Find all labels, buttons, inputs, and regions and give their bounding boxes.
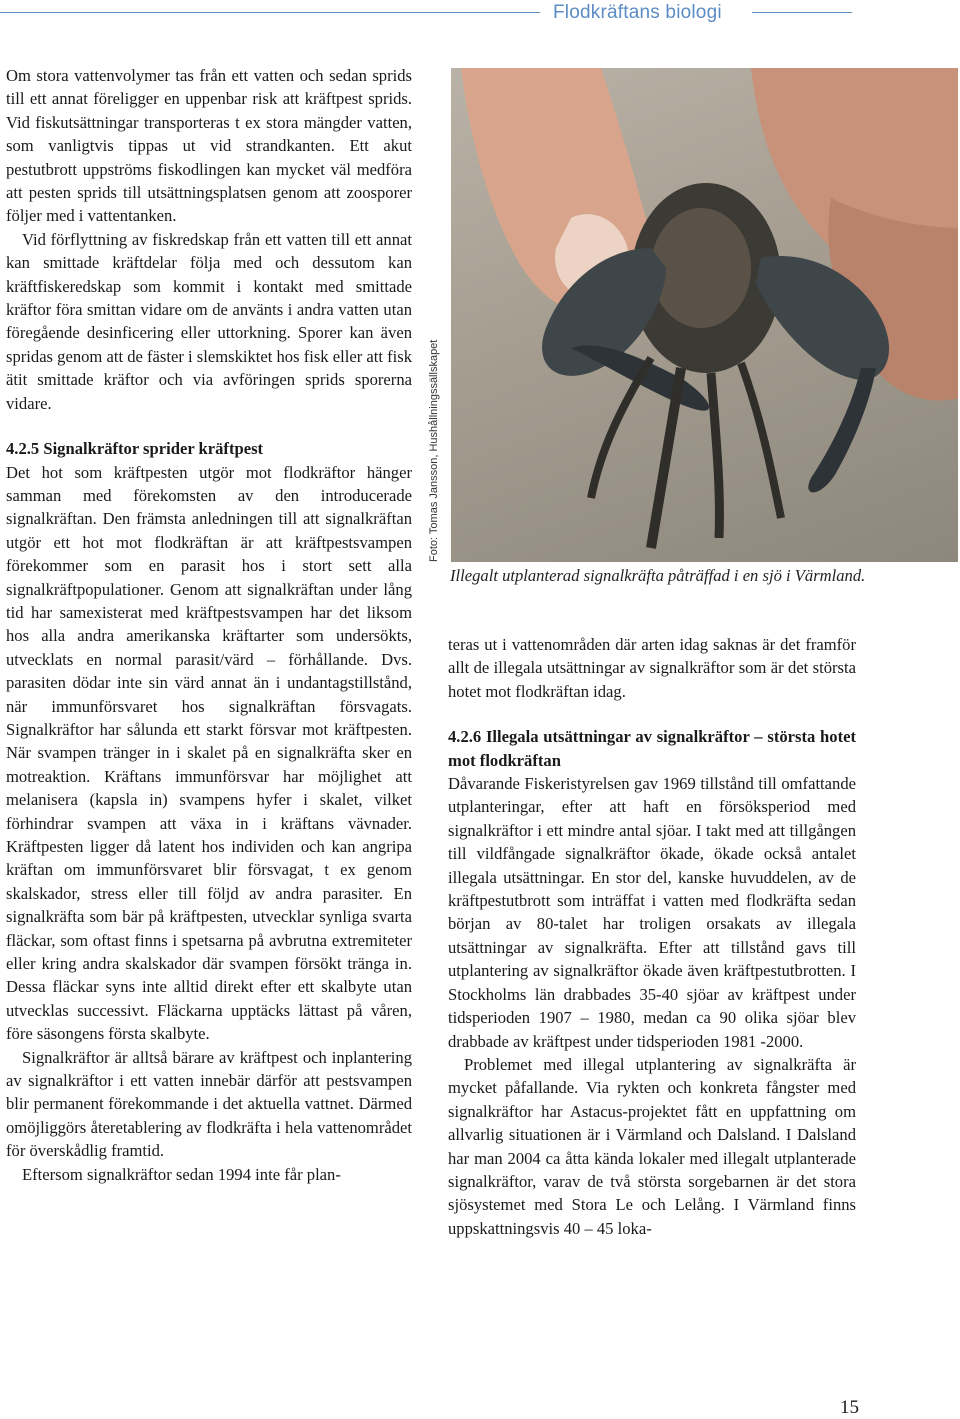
header-rule-left — [0, 12, 540, 13]
running-header-title: Flodkräftans biologi — [553, 2, 722, 23]
paragraph: Det hot som kräftpesten utgör mot flodkräftor hänger samman med förekomsten av den introducerade signalkräftan. Den främsta anledningen till att signalkräftan utgör ett hot mot flodkräftan är att kräftpestsvampen förekommer som en parasit hos i stort sett alla signalkräftpopulationer. Genom att signalkräftan under lång tid har samexisterat med kräftpestsvampen har det liksom hos alla andra amerikanska kräftarter som undersökts, utvecklats en normal parasit/värd – förhållande. Dvs. parasiten dödar inte sin värd annat än i undantagstillstånd, när immunförsvaret hos signalkräftan försvagats. Signalkräftor har sålunda ett starkt försvar mot kräftpesten. När svampen tränger in i skalet på en signalkräfta sker en motreaktion. Kräftans immunförsvar har möjlighet att melanisera (kapsla in) svampens hyfer i skalet, vilket förhindrar svampen att växa in i kräftans vävnader. Kräftpesten ligger då latent hos individen och kan angripa kräftan om immunförsvaret blir försvagat, t ex genom skalskador, stress eller till följd av andra parasiter. En signalkräfta som bär på kräftpesten, utvecklar synliga svarta fläckar, som oftast finns i spetsarna på avbrutna extremiteter eller kring andra skalskador där svampen försökt tränga in. Dessa fläckar syns inte alltid direkt efter ett skalbyte utan utvecklas successivt. Fläckarna upptäcks lättast på våren, före säsongens första skalbyte. — [6, 462, 412, 1044]
page-number: 15 — [840, 1397, 859, 1418]
section-heading: 4.2.5 Signalkräftor sprider kräftpest — [6, 439, 264, 459]
paragraph: Om stora vattenvolymer tas från ett vatten och sedan sprids till ett annat föreligger en uppenbar risk att kräftpest sprids. Vid fiskutsättningar transporteras t ex stora mängder vatten, som vanligtvis tippas ut vid strandkanten. Ett akut pestutbrott uppströms fiskodlingen kan mycket väl medföra att pesten sprids till utsättningsplatsen genom att zoosporer följer med i vattentanken. — [6, 66, 412, 226]
paragraph: teras ut i vattenområden där arten idag saknas är det framför allt de illegala utsättningar av signalkräftor som är det största hotet mot flodkräftan idag. — [448, 635, 856, 701]
left-column — [6, 64, 412, 1186]
paragraph: Problemet med illegal utplantering av signalkräfta är mycket påfallande. Via rykten och konkreta fångster med signalkräftor har Astacus-projektet fått en uppfattning om allvarlig situationen är i Värmland och Dalsland. I Dalsland har man 2004 ca åtta kända lokaler med illegalt utplanterade signalkräftor, varav de två största sorgebarnen är det stora sjösystemet med Stora Le och Lelång. I Värmland finns uppskattningsvis 40 – 45 loka- — [448, 1054, 856, 1238]
section-heading: 4.2.6 Illegala utsättningar av signalkräftor – största hotet mot flodkräftan — [448, 727, 856, 770]
paragraph: Signalkräftor är alltså bärare av kräftpest och inplantering av signalkräftor i ett vatten innebär därför att pestsvampen blir permanent förekommande i det aktuella vattnet. Därmed omöjliggörs återetablering av flodkräfta i hela vattenområdet för överskådlig framtid. — [6, 1047, 412, 1161]
figure-caption: Illegalt utplanterad signalkräfta påträffad i en sjö i Värmland. — [450, 566, 866, 585]
paragraph: Vid förflyttning av fiskredskap från ett vatten till ett annat kan smittade kräftdelar följa med och dessutom kan kräftfiskeredskap som kommit i kontakt med smittade kräftor föra smittan vidare om de använts i andra vatten utan föregående desinficering eller uttorkning. Sporer kan även spridas genom att de fäster i slemskiktet hos fisk eller att fisk ätit smittade kräftor och via avföringen sprids sporerna vidare. — [6, 229, 412, 413]
right-column — [448, 633, 856, 1240]
crayfish-photo — [451, 68, 958, 562]
paragraph: Dåvarande Fiskeristyrelsen gav 1969 tillstånd till omfattande utplanteringar, efter att haft en försöksperiod med signalkräftor i ett mindre antal sjöar. I takt med att tillgången till vildfångade signalkräftor ökade, ökade också antalet illegala utsättningar. En stor del, kanske huvuddelen, av de kräftpestutbrott som inträffat i vatten med flodkräfta sedan början av 80-talet har troligen orsakats av illegala utsättningar av signalkräfta. Efter att tillstånd gavs till utplantering av signalkräftor ökade även kräftpestutbrotten. I Stockholms län drabbades 35-40 sjöar av kräftpest under tidsperioden 1907 – 1980, medan ca 90 olika sjöar blev drabbade av kräftpest under tidsperioden 1981 -2000. — [448, 774, 856, 1051]
paragraph: Eftersom signalkräftor sedan 1994 inte får plan- — [22, 1164, 341, 1184]
header-rule-right — [752, 12, 852, 13]
photo-credit: Foto: Tomas Jansson, Hushållningssällskapet — [428, 339, 440, 562]
